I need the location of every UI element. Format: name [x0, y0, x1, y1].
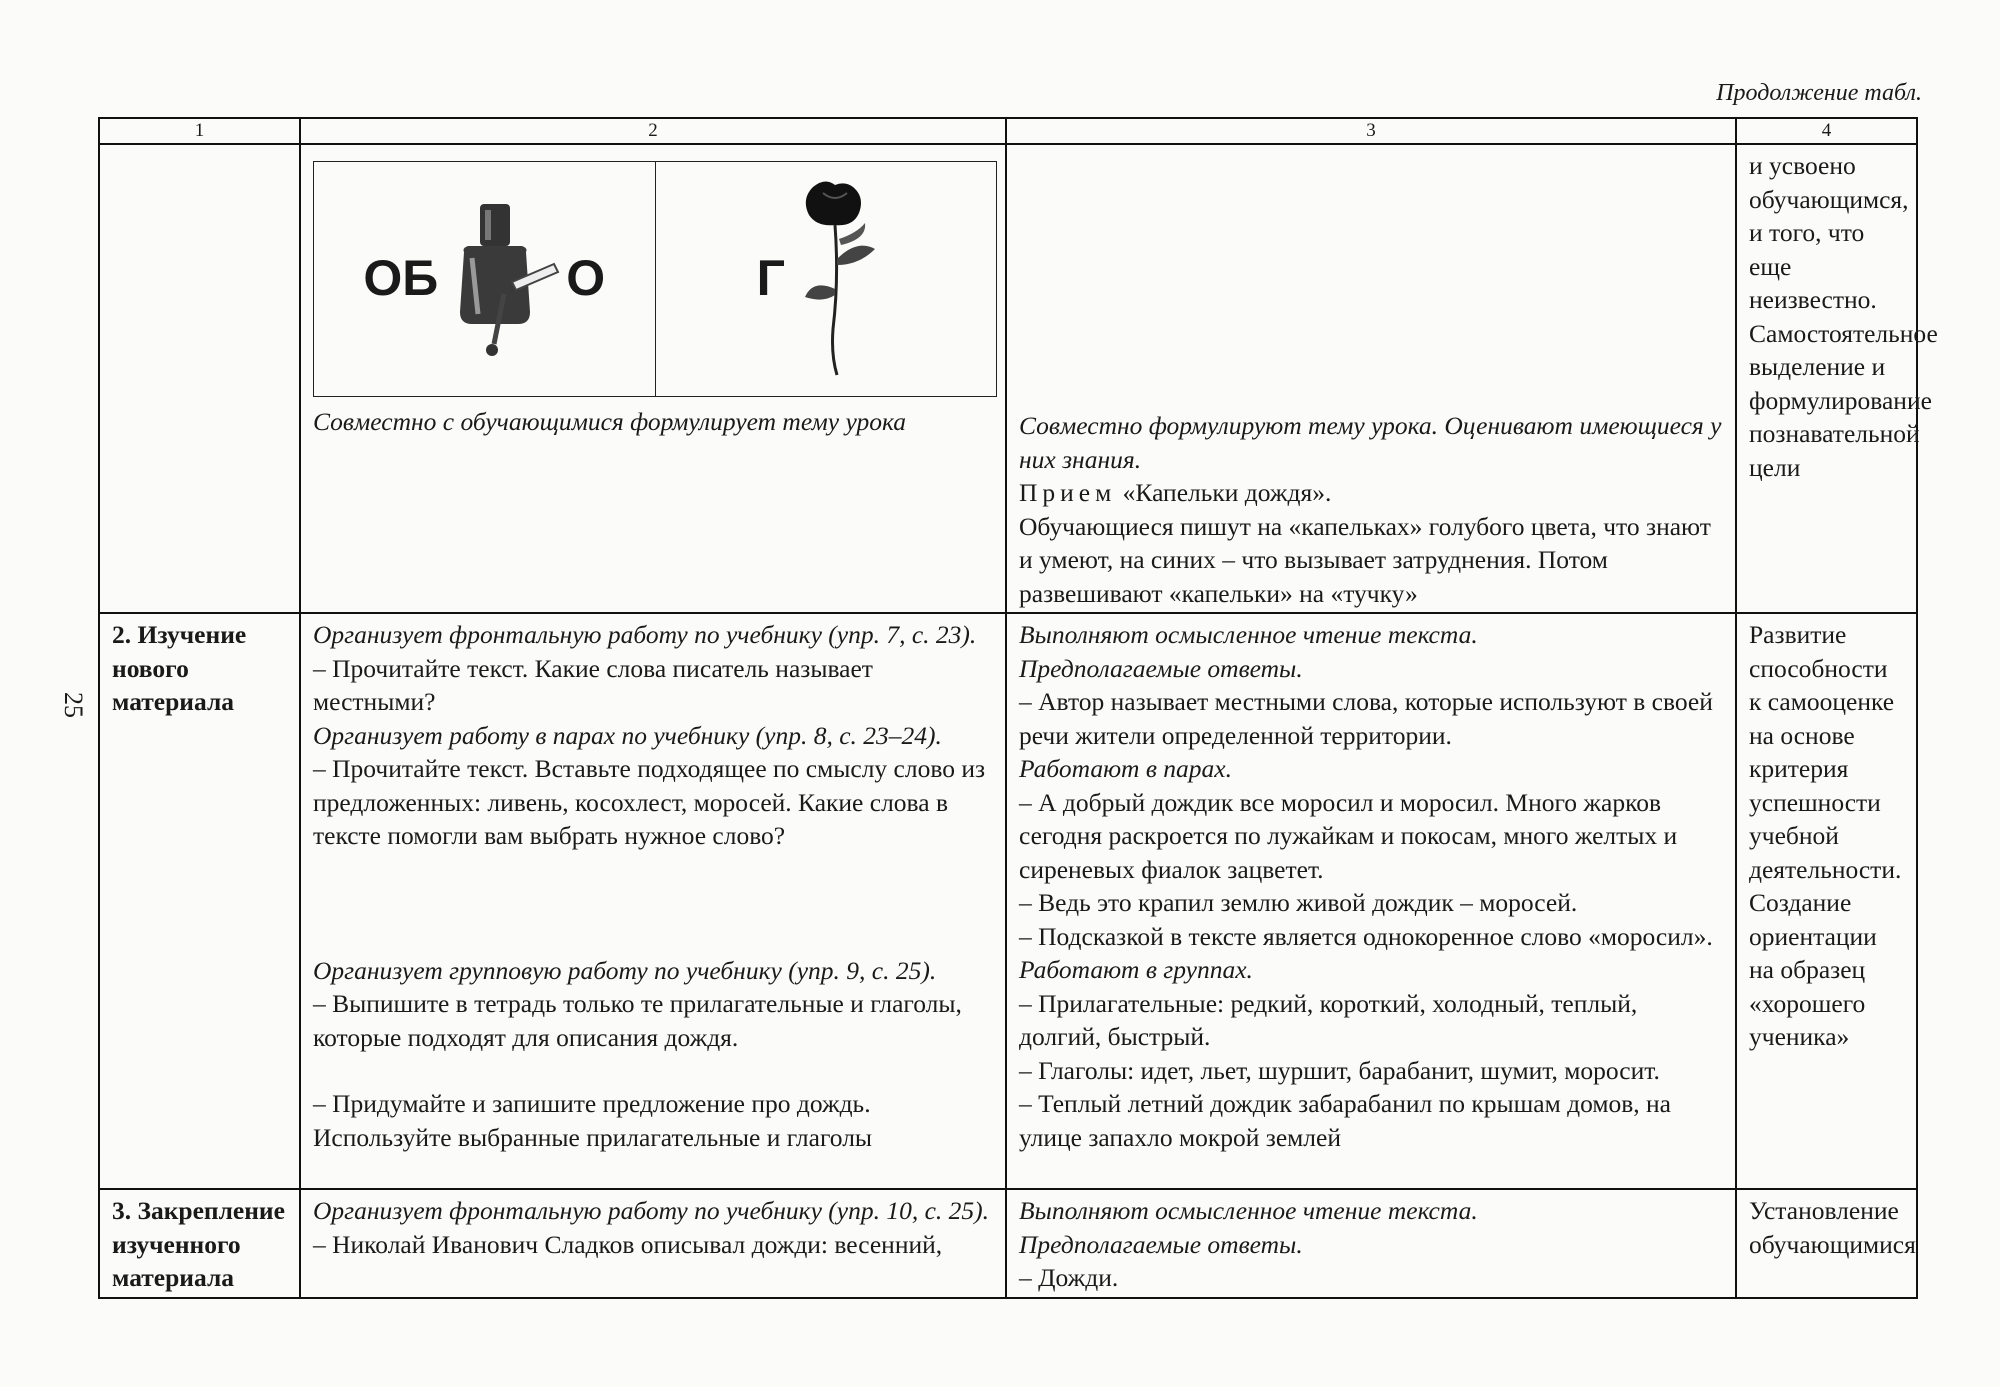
nail-polish-bottle-image: [442, 194, 562, 364]
student-paragraph: Предполагаемые ответы.: [1019, 1229, 1303, 1259]
teacher-paragraph: Организует фронтальную работу по учебнику (упр. 7, с. 23).: [313, 620, 977, 649]
student-paragraph: Работают в парах.: [1019, 754, 1232, 783]
result-cell: Установление обучающимися: [1736, 1189, 1917, 1298]
teacher-activity-cell: [300, 1189, 1006, 1298]
table-row: [99, 144, 1917, 613]
rebus-letter: Г: [756, 250, 785, 307]
rebus-left-panel: [314, 162, 655, 396]
technique-paragraph: Прием «Капельки дождя».: [1019, 478, 1332, 507]
rose-image: [795, 179, 895, 379]
column-header: 2: [300, 118, 1006, 144]
student-activity-cell: [1006, 1189, 1736, 1298]
student-paragraph: Работают в группах.: [1019, 955, 1253, 984]
rebus-right-panel: [655, 162, 997, 396]
teacher-paragraph: – Прочитайте текст. Какие слова писатель называет местными?: [313, 653, 873, 716]
teacher-paragraph: Организует групповую работу по учебнику (упр. 9, с. 25).: [313, 955, 937, 985]
table-row: [99, 1189, 1917, 1298]
teacher-paragraph: Организует фронтальную работу по учебнику (упр. 10, с. 25).: [313, 1196, 990, 1225]
student-paragraph: – Подсказкой в тексте является однокоренное слово «моросил».: [1019, 921, 1713, 951]
rebus-suffix: О: [566, 250, 606, 307]
student-paragraph: – Автор называет местными слова, которые используют в своей речи жители определенной территории.: [1019, 687, 1713, 750]
rebus-puzzle: [313, 161, 997, 397]
page-number: 25: [59, 692, 88, 718]
teacher-paragraph: Совместно с обучающимися формулирует тему урока: [313, 407, 907, 436]
rebus-prefix: ОБ: [363, 250, 439, 307]
student-paragraph: Предполагаемые ответы.: [1019, 653, 1303, 683]
student-paragraph: Обучающиеся пишут на «капельках» голубого цвета, что знают и умеют, на синих – что вызывает затруднения. Потом развешивают «капельки» на «тучку»: [1019, 511, 1711, 608]
student-paragraph: Выполняют осмысленное чтение текста.: [1019, 1196, 1478, 1225]
teacher-paragraph: – Выпишите в тетрадь только те прилагательные и глаголы, которые подходят для описания дождя.: [313, 989, 962, 1052]
result-cell: и усвоено обучающимся, и того, что еще неизвестно. Самостоятельное выделение и формулирование познавательной цели: [1736, 144, 1917, 613]
student-activity-cell: [1006, 144, 1736, 613]
stage-cell: 3. Закрепление изученного материала: [99, 1189, 300, 1298]
stage-cell: [99, 144, 300, 613]
student-paragraph: – Теплый летний дождик забарабанил по крышам домов, на улице запахло мокрой землей: [1019, 1089, 1671, 1152]
spacer: [313, 1054, 993, 1087]
student-paragraph: – Глаголы: идет, льет, шуршит, барабанит, шумит, моросит.: [1019, 1055, 1660, 1085]
student-paragraph: – Дожди.: [1019, 1263, 1119, 1292]
spacer: [313, 853, 993, 954]
column-number-row: [99, 118, 1917, 144]
table-continuation-caption: Продолжение табл.: [1716, 80, 1922, 106]
teacher-activity-cell: [300, 613, 1006, 1189]
teacher-paragraph: Организует работу в парах по учебнику (упр. 8, с. 23–24).: [313, 720, 942, 750]
student-paragraph: Совместно формулируют тему урока. Оценивают имеющиеся у них знания.: [1019, 411, 1722, 474]
teacher-paragraph: – Николай Иванович Сладков описывал дожди: весенний,: [313, 1229, 943, 1259]
table-row: [99, 613, 1917, 1189]
column-header: 3: [1006, 118, 1736, 144]
column-header: 4: [1736, 118, 1917, 144]
column-header: 1: [99, 118, 300, 144]
student-paragraph: – Ведь это крапил землю живой дождик – моросей.: [1019, 888, 1578, 917]
result-cell: Развитие способности к самооценке на основе критерия успешности учебной деятельности. Создание ориентации на образец «хорошего ученика»: [1736, 613, 1917, 1189]
student-paragraph: – Прилагательные: редкий, короткий, холодный, теплый, долгий, быстрый.: [1019, 988, 1638, 1051]
student-paragraph: – А добрый дождик все моросил и моросил. Много жарков сегодня раскроется по лужайкам и покосам, много желтых и сиреневых фиалок зацветет.: [1019, 787, 1678, 884]
student-paragraph: Выполняют осмысленное чтение текста.: [1019, 620, 1478, 649]
teacher-paragraph: – Придумайте и запишите предложение про дождь. Используйте выбранные прилагательные и глаголы: [313, 1089, 873, 1152]
teacher-activity-cell: [300, 144, 1006, 613]
student-activity-cell: [1006, 613, 1736, 1189]
stage-cell: 2. Изучение нового материала: [99, 613, 300, 1189]
teacher-paragraph: – Прочитайте текст. Вставьте подходящее по смыслу слово из предложенных: ливень, косохлест, моросей. Какие слова в тексте помогли вам выбрать нужное слово?: [313, 754, 986, 850]
lesson-plan-table: [98, 117, 1938, 1299]
